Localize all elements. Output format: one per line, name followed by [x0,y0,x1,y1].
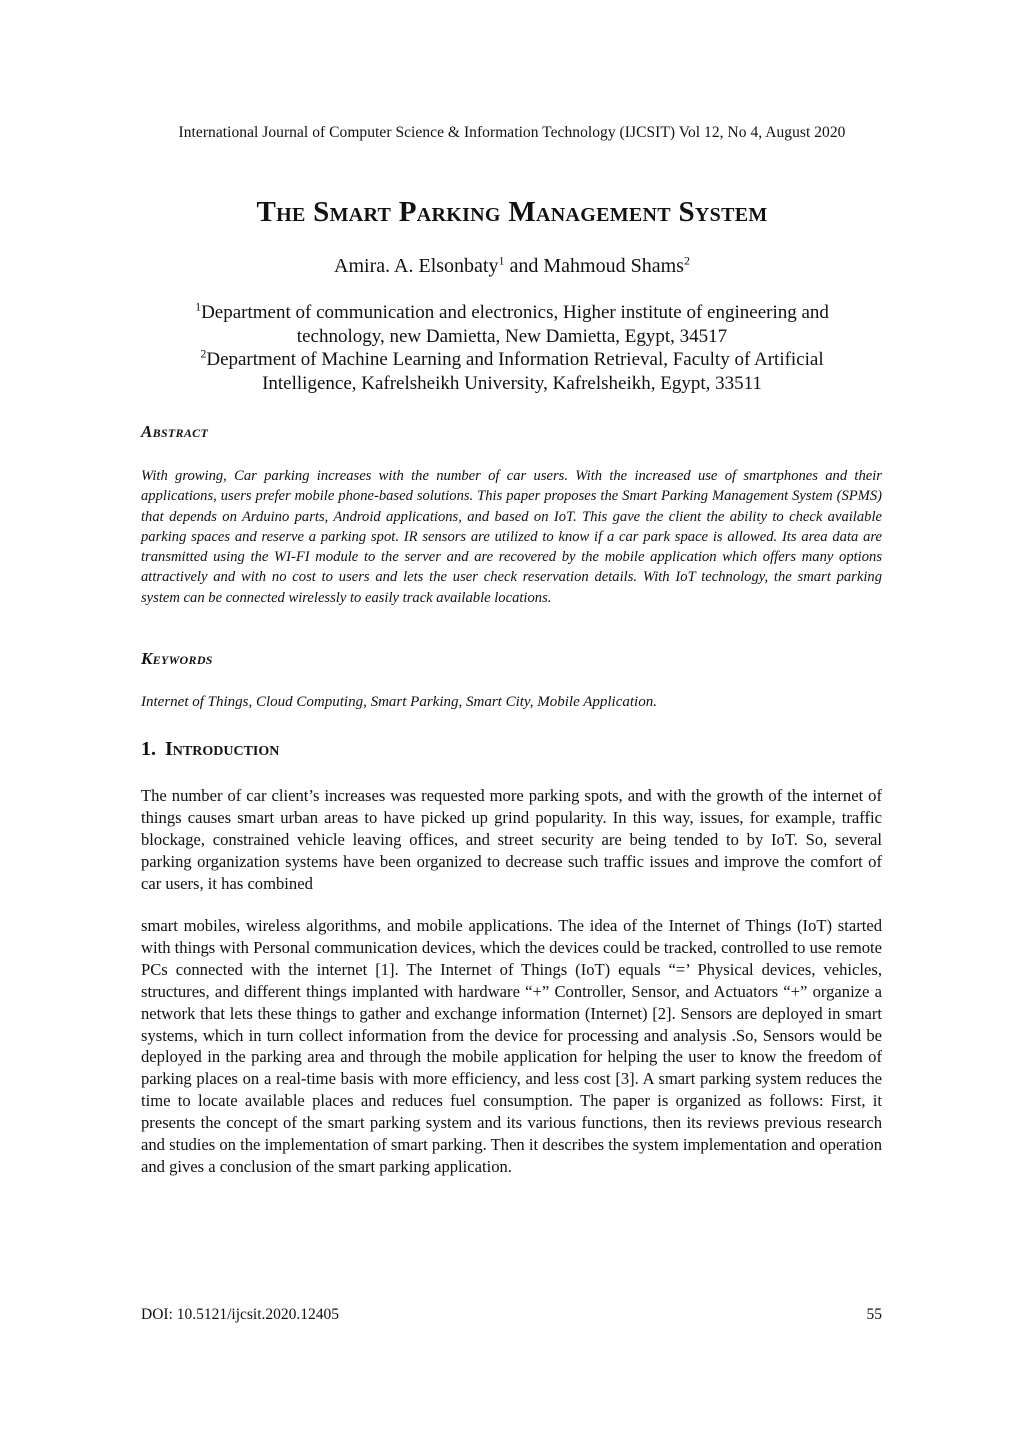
affiliation-1-line1 [0,301,1024,325]
paper-title: The Smart Parking Management System [256,196,768,228]
affiliation-2 [0,348,1024,396]
affiliation-1 [0,301,1024,349]
introduction-heading [141,738,279,761]
section-title: Introduction [165,738,280,760]
keywords-text: Internet of Things, Cloud Computing, Smart Parking, Smart City, Mobile Application. [141,694,657,710]
affiliation-2-text: Department of Machine Learning and Information Retrieval, Faculty of Artificial [206,349,824,370]
author-2-mark: 2 [683,253,690,268]
affiliation-2-mark: 2 [200,346,207,361]
intro-paragraph-2: smart mobiles, wireless algorithms, and mobile applications. The idea of the Internet of Things (IoT) started with things with Personal communication devices, which the devices could be tracked, controlled to use remote PCs connected with the internet [1]. The Internet of Things (IoT) equals “=’ Physical devices, vehicles, structures, and different things implanted with hardware “+” Controller, Sensor, and Actuators “+” organize a network that lets these things to gather and exchange information (Internet) [2]. Sensors are deployed in smart systems, which in turn collect information from the device for processing and analysis .So, Sensors would be deployed in the parking area and through the mobile application for helping the user to know the freedom of parking places on a real-time basis with more efficiency, and less cost [3]. A smart parking system reduces the time to locate available places and reduces fuel consumption. The paper is organized as follows: First, it presents the concept of the smart parking system and its various functions, then its reviews previous research and studies on the implementation of smart parking. Then it describes the system implementation and operation and gives a conclusion of the smart parking application. [141,916,882,1176]
abstract-text: With growing, Car parking increases with the number of car users. With the increased use of smartphones and their applications, users prefer mobile phone-based solutions. This paper proposes the Smart Parking Management System (SPMS) that depends on Arduino parts, Android applications, and based on IoT. This gave the client the ability to check available parking spaces and reserve a parking spot. IR sensors are utilized to know if a car park space is allowed. Its area data are transmitted using the WI-FI module to the server and are recovered by the mobile application which offers many options attractively and with no cost to users and lets the user check reservation details. With IoT technology, the smart parking system can be connected wirelessly to easily track available locations. [141,468,882,606]
page-number: 55 [866,1306,882,1323]
intro-paragraph-1: The number of car client’s increases was requested more parking spots, and with the growth of the internet of things causes smart urban areas to have picked up grind popularity. In this way, issues, for example, traffic blockage, constrained vehicle leaving offices, and street security are being tended to by IoT. So, several parking organization systems have been organized to decrease such traffic issues and improve the comfort of car users, it has combined [141,786,882,893]
section-number: 1. [141,738,156,760]
footer-doi: DOI: 10.5121/ijcsit.2020.12405 [141,1306,340,1323]
affiliation-1-line2: technology, new Damietta, New Damietta, Egypt, 34517 [296,326,728,347]
author-connector: and [504,255,544,277]
affiliation-2-line2: Intelligence, Kafrelsheikh University, Kafrelsheikh, Egypt, 33511 [262,373,762,394]
authors-line [0,255,1024,278]
abstract-heading: Abstract [141,422,209,441]
author-1: Amira. A. Elsonbaty [334,255,499,277]
author-2: Mahmoud Shams [543,255,684,277]
affiliation-1-text: Department of communication and electronics, Higher institute of engineering and [201,302,829,323]
keywords-heading: Keywords [141,649,213,668]
author-1-mark: 1 [498,253,505,268]
running-head: International Journal of Computer Science & Information Technology (IJCSIT) Vol 12, No 4, August 2020 [178,124,846,141]
affiliation-2-line1 [0,348,1024,372]
affiliation-1-mark: 1 [195,299,202,314]
